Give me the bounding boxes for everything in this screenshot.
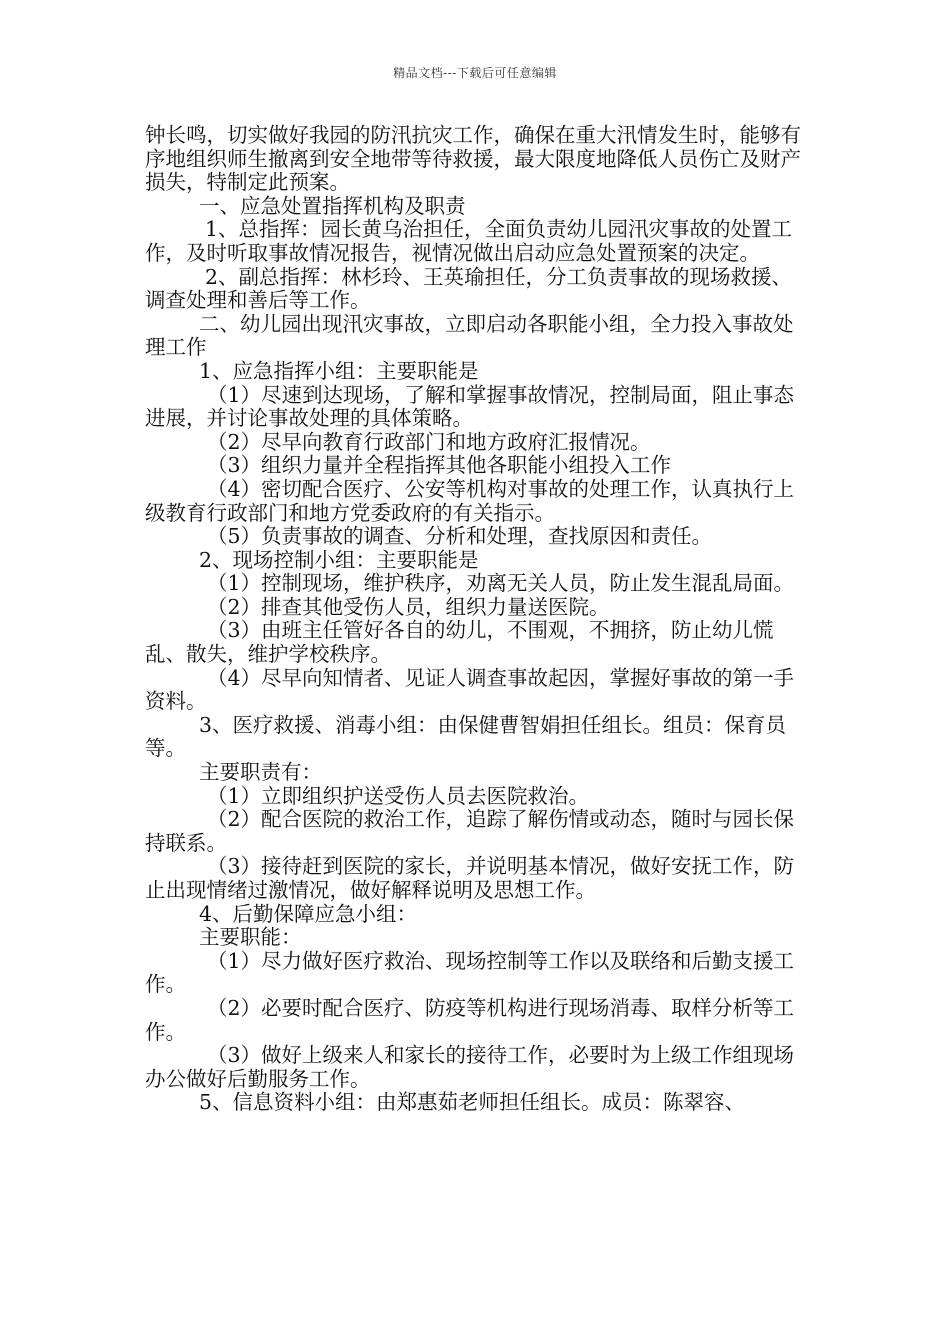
subsection-heading: 4、后勤保障应急小组： bbox=[199, 901, 418, 926]
list-item: （3）做好上级来人和家长的接待工作，必要时为上级工作组现场办公做好后勤服务工作。 bbox=[145, 1043, 795, 1091]
list-item: （1）尽速到达现场，了解和掌握事故情况，控制局面，阻止事态进展，并讨论事故处理的具体策略。 bbox=[145, 382, 795, 431]
paragraph: 主要职责有： bbox=[199, 760, 322, 785]
paragraph: 1、总指挥：园长黄乌治担任，全面负责幼儿园汛灾事故的处置工作，及时听取事故情况报告，视情况做出启动应急处置预案的决定。 bbox=[145, 217, 793, 265]
subsection-heading: 5、信息资料小组：由郑惠茹老师担任组长。成员：陈翠容、 bbox=[199, 1090, 746, 1115]
section-heading: 一、应急处置指挥机构及职责 bbox=[199, 193, 466, 218]
paragraph: 主要职能： bbox=[199, 925, 302, 950]
list-item: （2）配合医院的救治工作，追踪了解伤情或动态，随时与园长保持联系。 bbox=[145, 807, 795, 855]
list-item: （1）尽力做好医疗救治、现场控制等工作以及联络和后勤支援工作。 bbox=[145, 948, 795, 997]
list-item: （2）必要时配合医疗、防疫等机构进行现场消毒、取样分析等工作。 bbox=[145, 995, 795, 1044]
subsection-heading: 3、医疗救援、消毒小组：由保健曹智娟担任组长。组员：保育员等。 bbox=[145, 712, 787, 761]
list-item: （3）组织力量并全程指挥其他各职能小组投入工作 bbox=[207, 453, 672, 478]
paragraph: 2、副总指挥：林杉玲、王英瑜担任，分工负责事故的现场救援、调查处理和善后等工作。 bbox=[145, 264, 793, 313]
subsection-heading: 1、应急指挥小组：主要职能是 bbox=[199, 358, 479, 383]
list-item: （5）负责事故的调查、分析和处理，查找原因和责任。 bbox=[207, 524, 713, 549]
paragraph: 钟长鸣，切实做好我园的防汛抗灾工作，确保在重大汛情发生时，能够有序地组织师生撤离到安全地带等待救援，最大限度地降低人员伤亡及财产损失，特制定此预案。 bbox=[145, 123, 801, 195]
list-item: （2）排查其他受伤人员，组织力量送医院。 bbox=[207, 594, 610, 619]
list-item: （4）尽早向知情者、见证人调查事故起因，掌握好事故的第一手资料。 bbox=[145, 665, 795, 714]
list-item: （1）控制现场，维护秩序，劝离无关人员，防止发生混乱局面。 bbox=[207, 571, 795, 596]
section-heading: 二、幼儿园出现汛灾事故，立即启动各职能小组，全力投入事故处理工作 bbox=[145, 311, 794, 360]
list-item: （4）密切配合医疗、公安等机构对事故的处理工作，认真执行上级教育行政部门和地方党委政府的有关指示。 bbox=[145, 476, 795, 525]
subsection-heading: 2、现场控制小组：主要职能是 bbox=[199, 547, 479, 572]
document-body bbox=[145, 124, 810, 1115]
list-item: （2）尽早向教育行政部门和地方政府汇报情况。 bbox=[207, 429, 651, 454]
page-header: 精品文档---下载后可任意编辑 bbox=[393, 66, 557, 80]
list-item: （3）由班主任管好各自的幼儿，不围观，不拥挤，防止幼儿慌乱、散失，维护学校秩序。 bbox=[145, 618, 774, 667]
list-item: （3）接待赶到医院的家长，并说明基本情况，做好安抚工作，防止出现情绪过激情况，做好解释说明及思想工作。 bbox=[145, 854, 795, 902]
list-item: （1）立即组织护送受伤人员去医院救治。 bbox=[207, 783, 590, 808]
